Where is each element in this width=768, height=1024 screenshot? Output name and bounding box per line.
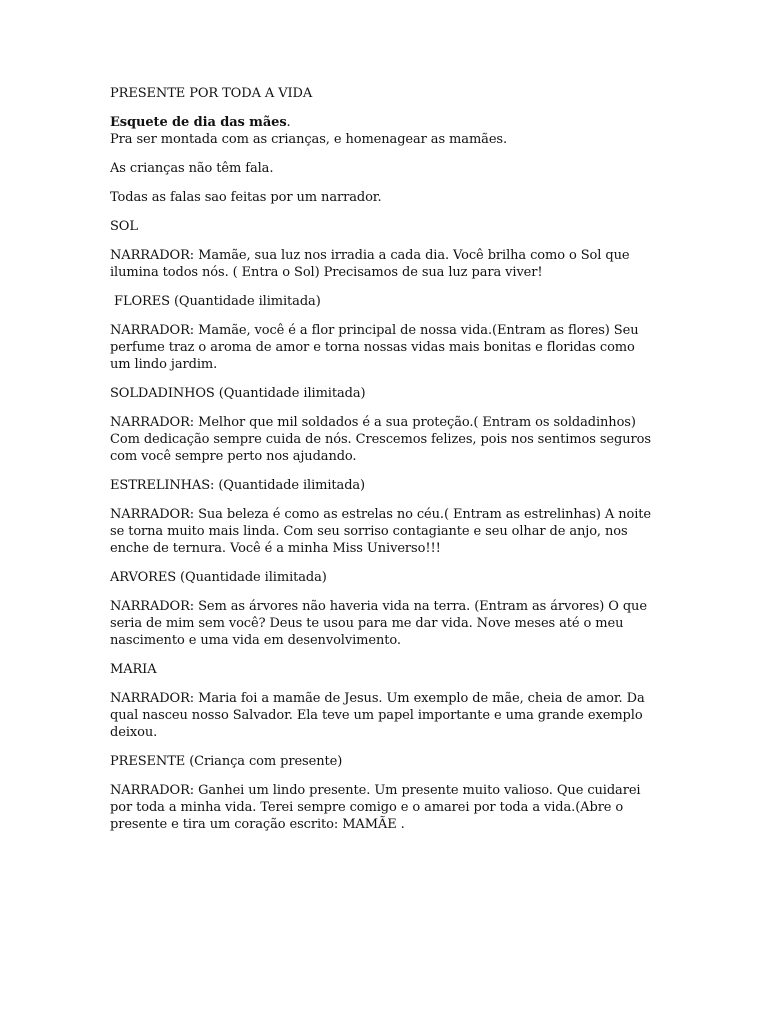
subtitle-block [110,114,658,148]
section-heading-arvores: ARVORES (Quantidade ilimitada) [110,570,327,585]
intro-text: Pra ser montada com as crianças, e homenagear as mamães. [110,132,508,147]
section-heading-sol: SOL [110,219,138,234]
section-heading-flores: FLORES (Quantidade ilimitada) [110,294,321,309]
section-text-estrelinhas: NARRADOR: Sua beleza é como as estrelas no céu.( Entram as estrelinhas) A noite se torna muito mais linda. Com seu sorriso contagiante e seu olhar de anjo, nos enche de ternura. Você é a minha Miss Universo!!! [110,507,652,556]
section-text-flores: NARRADOR: Mamãe, você é a flor principal de nossa vida.(Entram as flores) Seu perfume traz o aroma de amor e torna nossas vidas mais bonitas e floridas como um lindo jardim. [110,323,639,372]
note-no-lines: As crianças não têm fala. [110,161,274,176]
section-heading-presente: PRESENTE (Criança com presente) [110,754,343,769]
document-page [110,85,658,845]
section-heading-soldadinhos: SOLDADINHOS (Quantidade ilimitada) [110,386,366,401]
section-text-arvores: NARRADOR: Sem as árvores não haveria vida na terra. (Entram as árvores) O que seria de mim sem você? Deus te usou para me dar vida. Nove meses até o meu nascimento e uma vida em desenvolvimento. [110,599,647,648]
section-text-maria: NARRADOR: Maria foi a mamãe de Jesus. Um exemplo de mãe, cheia de amor. Da qual nasceu nosso Salvador. Ela teve um papel importante e uma grande exemplo deixou. [110,691,645,740]
section-heading-estrelinhas: ESTRELINHAS: (Quantidade ilimitada) [110,478,366,493]
subtitle-bold: Esquete de dia das mães [110,115,287,130]
section-heading-maria: MARIA [110,662,157,677]
section-text-presente: NARRADOR: Ganhei um lindo presente. Um presente muito valioso. Que cuidarei por toda a minha vida. Terei sempre comigo e o amarei por toda a vida.(Abre o presente e tira um coração escrito: MAMÃE . [110,783,641,832]
section-text-soldadinhos: NARRADOR: Melhor que mil soldados é a sua proteção.( Entram os soldadinhos) Com dedicação sempre cuida de nós. Crescemos felizes, pois nos sentimos seguros com você sempre perto nos ajudando. [110,415,651,464]
note-narrator: Todas as falas sao feitas por um narrador. [110,190,382,205]
document-title: PRESENTE POR TODA A VIDA [110,86,313,101]
subtitle-period: . [286,115,291,130]
section-text-sol: NARRADOR: Mamãe, sua luz nos irradia a cada dia. Você brilha como o Sol que ilumina todos nós. ( Entra o Sol) Precisamos de sua luz para viver! [110,248,630,280]
